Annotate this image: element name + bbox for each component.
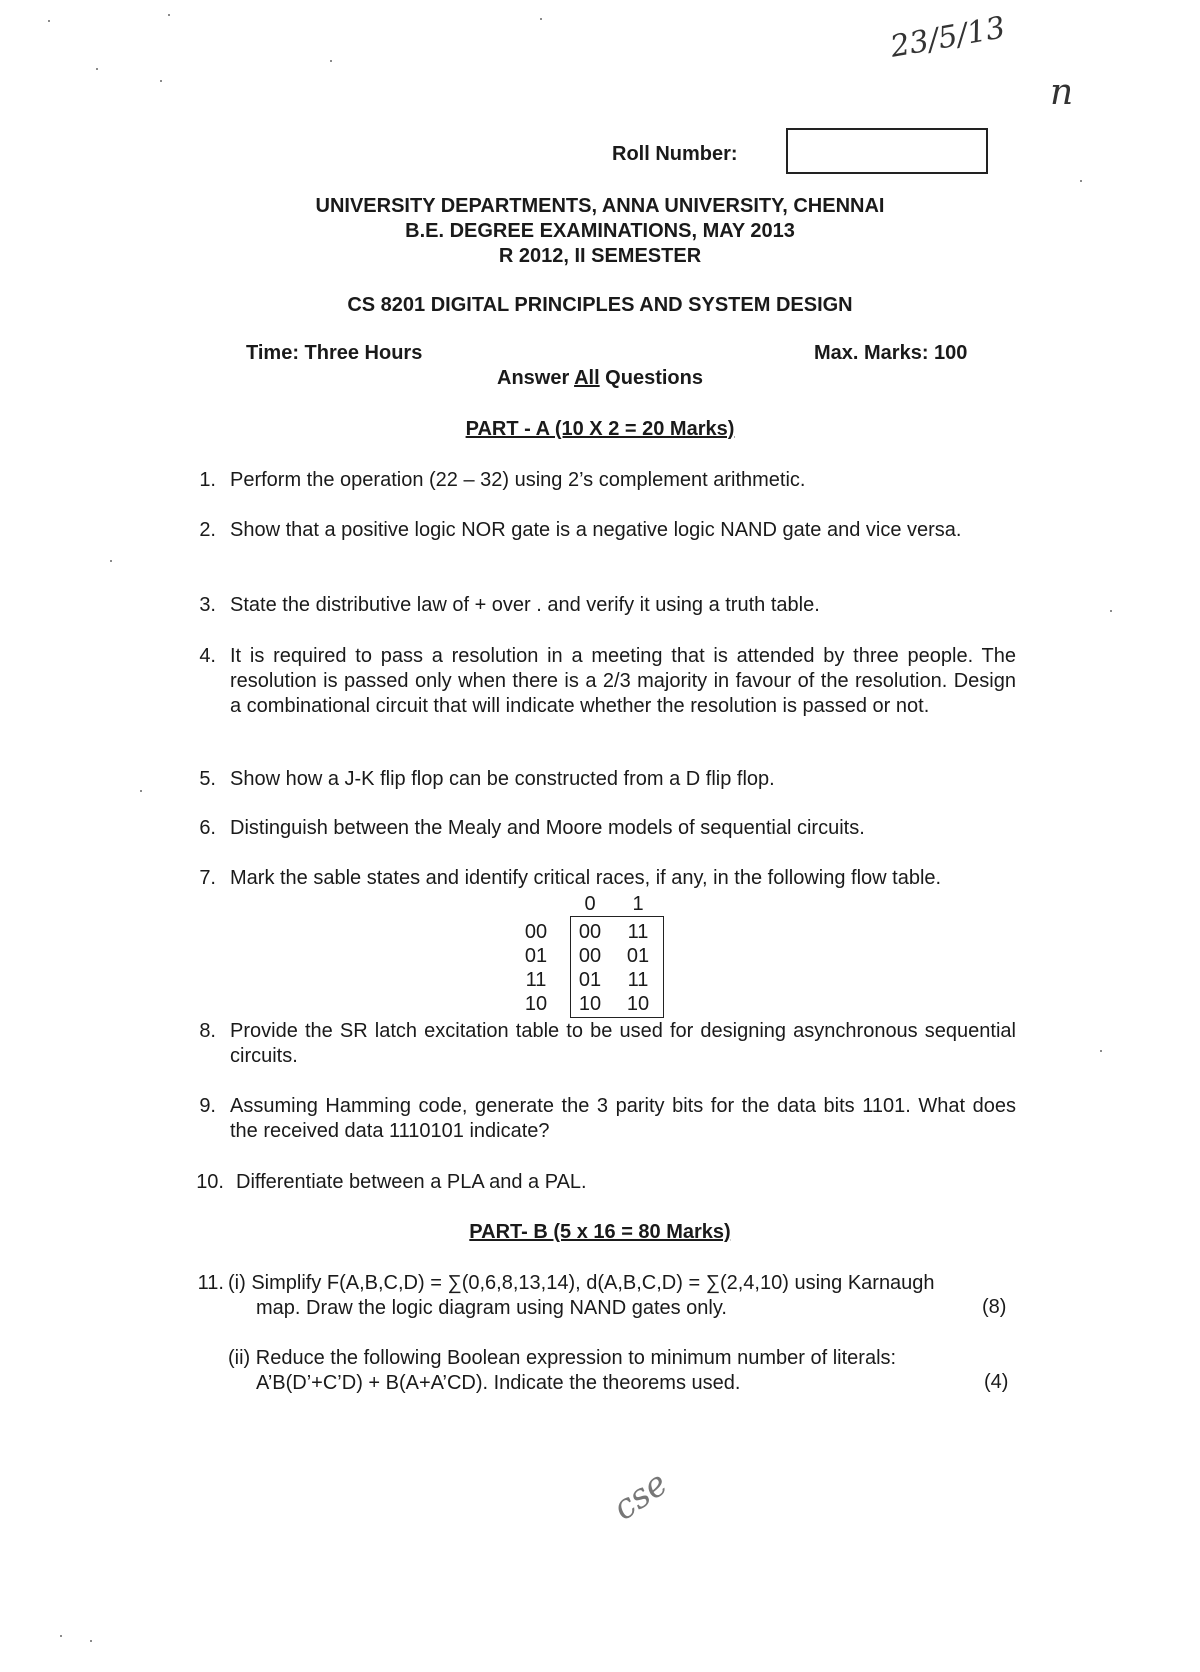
scan-speck	[160, 80, 162, 82]
exam-name: B.E. DEGREE EXAMINATIONS, MAY 2013	[405, 220, 795, 242]
q11-i-line1: (i) Simplify F(A,B,C,D) = ∑(0,6,8,13,14), d(A,B,C,D) = ∑(2,4,10) using Karnaugh	[228, 1272, 935, 1294]
flow-table-cell: 11	[627, 969, 649, 991]
exam-paper-page: 23/5/13 n Roll Number: UNIVERSITY DEPARTMENTS, ANNA UNIVERSITY, CHENNAI B.E. DEGREE EXAMINATIONS, MAY 2013 R 2012, II SEMESTER CS 8201 DIGITAL PRINCIPLES AND SYSTEM DESIGN Time: Three Hours Max. Marks: 100 Answer All Questions PART - A (10 X 2 = 20 Marks) 1. Perform the operation (22 – 32) using 2’s complement arithmetic. 2. Show that a positive logic NOR gate is a negative logic NAND gate and vice versa. 3. State the distributive law of + over . and verify it using a truth table. 4. It is required to pass a resolution in a meeting that is attended by three people. The resolution is passed only when there is a 2/3 majority in favour of the resolution. Design a combinational circuit that will indicate whether the resolution is passed or not. 5. Show how a J-K flip flop can be constructed from a D flip flop. 6. Distinguish between the Mealy and Moore models of sequential circuits. 7. Mark the sable states and identify critical races, if any, in the following flow table. 0 1 00 00 11 01 00 01 11 01 11 10 10 10 8. Provide the SR latch excitation table to be used for designing asynchronous sequential circuits. 9. Assuming Hamming code, generate the 3 parity bits for the data bits 1101. What does the received data 1110101 indicate? 10. Differentiate between a PLA and a PAL. PART- B (5 x 16 = 80 Marks) 11. (i) Simplify F(A,B,C,D) = ∑(0,6,8,13,14), d(A,B,C,D) = ∑(2,4,10) using Karnaugh map. Draw the logic diagram using NAND gates only. (8) (ii) Reduce the following Boolean expression to minimum number of literals: A’B(D’+C’D) + B(A+A’CD). Indicate the theorems used. (4) cse	[0, 0, 1200, 1672]
flow-table-cell: 00	[578, 921, 602, 943]
scan-speck	[48, 20, 50, 22]
handwritten-mark: n	[1050, 72, 1074, 113]
flow-table-cell: 01	[578, 969, 602, 991]
handwritten-scribble: cse	[605, 1463, 675, 1529]
flow-table-state: 10	[524, 993, 548, 1015]
flow-table-cell: 00	[578, 945, 602, 967]
flow-table-state: 00	[524, 921, 548, 943]
handwritten-date: 23/5/13	[887, 10, 1008, 65]
flow-table-state: 01	[524, 945, 548, 967]
scan-speck	[60, 1635, 62, 1637]
scan-speck	[1100, 1050, 1102, 1052]
scan-speck	[140, 790, 142, 792]
flow-table-state: 11	[525, 969, 547, 991]
scan-speck	[330, 60, 332, 62]
course-title: CS 8201 DIGITAL PRINCIPLES AND SYSTEM DESIGN	[347, 294, 853, 316]
university-name: UNIVERSITY DEPARTMENTS, ANNA UNIVERSITY, CHENNAI	[315, 195, 885, 217]
roll-number-box[interactable]	[786, 128, 988, 174]
part-a-heading: PART - A (10 X 2 = 20 Marks)	[465, 418, 735, 440]
q11-ii-marks: (4)	[984, 1371, 1009, 1393]
flow-table-cell: 01	[626, 945, 650, 967]
q11-ii-line2: A’B(D’+C’D) + B(A+A’CD). Indicate the theorems used.	[256, 1372, 741, 1394]
max-marks: Max. Marks: 100	[814, 342, 968, 364]
instruction: Answer All Questions	[497, 367, 703, 389]
q11-ii-line1: (ii) Reduce the following Boolean expression to minimum number of literals:	[228, 1347, 897, 1369]
scan-speck	[1080, 180, 1082, 182]
scan-speck	[96, 68, 98, 70]
flow-table-cell: 11	[627, 921, 649, 943]
q11-i-line2: map. Draw the logic diagram using NAND gates only.	[256, 1297, 727, 1319]
flow-table-col-header: 0	[584, 893, 596, 915]
flow-table-col-header: 1	[632, 893, 644, 915]
semester-line: R 2012, II SEMESTER	[498, 245, 702, 267]
scan-speck	[90, 1640, 92, 1642]
q11-i-marks: (8)	[982, 1296, 1007, 1318]
part-b-heading: PART- B (5 x 16 = 80 Marks)	[469, 1221, 731, 1243]
scan-speck	[110, 560, 112, 562]
scan-speck	[1110, 610, 1112, 612]
time-allowed: Time: Three Hours	[246, 342, 423, 364]
scan-speck	[540, 18, 542, 20]
flow-table-cell: 10	[578, 993, 602, 1015]
roll-number-label: Roll Number:	[612, 143, 738, 165]
flow-table-cell: 10	[626, 993, 650, 1015]
scan-speck	[168, 14, 170, 16]
